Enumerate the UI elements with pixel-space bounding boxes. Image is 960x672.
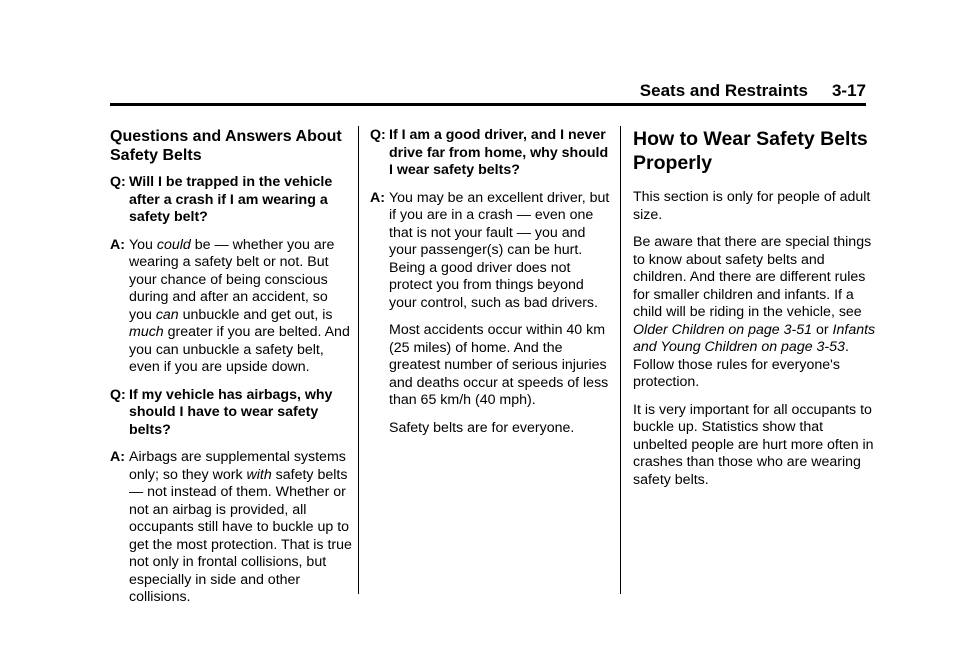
paragraph-text: Be aware that there are special things to know about safety belts and children. And there are different rules for smaller children and infants. If a child will be riding in the vehicle, see (633, 234, 872, 320)
answer-label: A: (110, 236, 125, 253)
page-header (110, 81, 866, 105)
section-heading: How to Wear Safety Belts Properly (633, 128, 868, 174)
answer-label: A: (370, 189, 385, 206)
answer-text: be — whether you are wearing a safety belt or not. But your chance of being conscious during and after an accident, so you (129, 236, 335, 323)
column-3 (633, 127, 877, 499)
paragraph-text: or (812, 321, 833, 338)
question-label: Q: (110, 174, 126, 190)
emphasis: with (246, 466, 272, 483)
qa-heading: Questions and Answers About Safety Belts (110, 128, 342, 164)
column-divider (358, 126, 359, 594)
answer-text: You (129, 236, 157, 253)
column-divider (620, 126, 621, 594)
answer-label: A: (110, 449, 125, 465)
question-text: If my vehicle has airbags, why should I have to wear safety belts? (129, 386, 333, 438)
answer-paragraph: Most accidents occur within 40 km (25 miles) of home. And the greatest number of serious injuries and deaths occur at speeds of less than 65 km/h (40 mph). (389, 322, 609, 408)
answer-3 (370, 190, 614, 438)
paragraph: It is very important for all occupants to buckle up. Statistics show that unbelted people are hurt more often in crashes than those who are wearing safety belts. (633, 401, 874, 488)
question-text: Will I be trapped in the vehicle after a crash if I am wearing a safety belt? (129, 174, 333, 225)
cross-reference-link[interactable]: Older Children on page 3-51 (633, 321, 813, 338)
answer-text: safety belts — not instead of them. Whether or not an airbag is provided, all occupants still have to buckle up to get the most protection. That is true not only in frontal collisions, but especially in side and other collisions. (129, 466, 352, 605)
emphasis: can (155, 306, 179, 323)
answer-text: Airbags are supplemental systems only; so they work (129, 449, 346, 483)
section-title: Seats and Restraints (639, 81, 808, 100)
question-3 (370, 127, 614, 180)
question-label: Q: (110, 386, 126, 403)
question-text: If I am a good driver, and I never drive far from home, why should I wear safety belts? (389, 127, 609, 178)
column-2 (370, 127, 614, 447)
emphasis: much (129, 324, 164, 340)
paragraph-text: . Follow those rules for everyone's protection. (633, 339, 849, 390)
header-rule (110, 103, 866, 106)
answer-text: unbuckle and get out, is (178, 306, 333, 323)
paragraph: This section is only for people of adult size. (633, 189, 871, 223)
page-number: 3-17 (831, 81, 866, 100)
answer-1 (110, 237, 354, 377)
question-2 (110, 387, 354, 440)
question-label: Q: (370, 127, 386, 143)
emphasis: could (156, 236, 191, 253)
cross-reference-link[interactable]: Infants and Young Children on page 3-53 (633, 321, 876, 355)
answer-text: You may be an excellent driver, but if you are in a crash — even one that is not your fault — you and your passenger(s) can be hurt. Being a good driver does not protect you from things beyond your control, such as bad drivers. (389, 189, 610, 311)
answer-2 (110, 449, 354, 607)
question-1 (110, 174, 354, 227)
answer-text: greater if you are belted. And you can unbuckle a safety belt, even if you are upside down. (129, 324, 350, 375)
paragraph (633, 234, 877, 392)
column-1 (110, 127, 354, 617)
answer-paragraph: Safety belts are for everyone. (389, 419, 575, 436)
